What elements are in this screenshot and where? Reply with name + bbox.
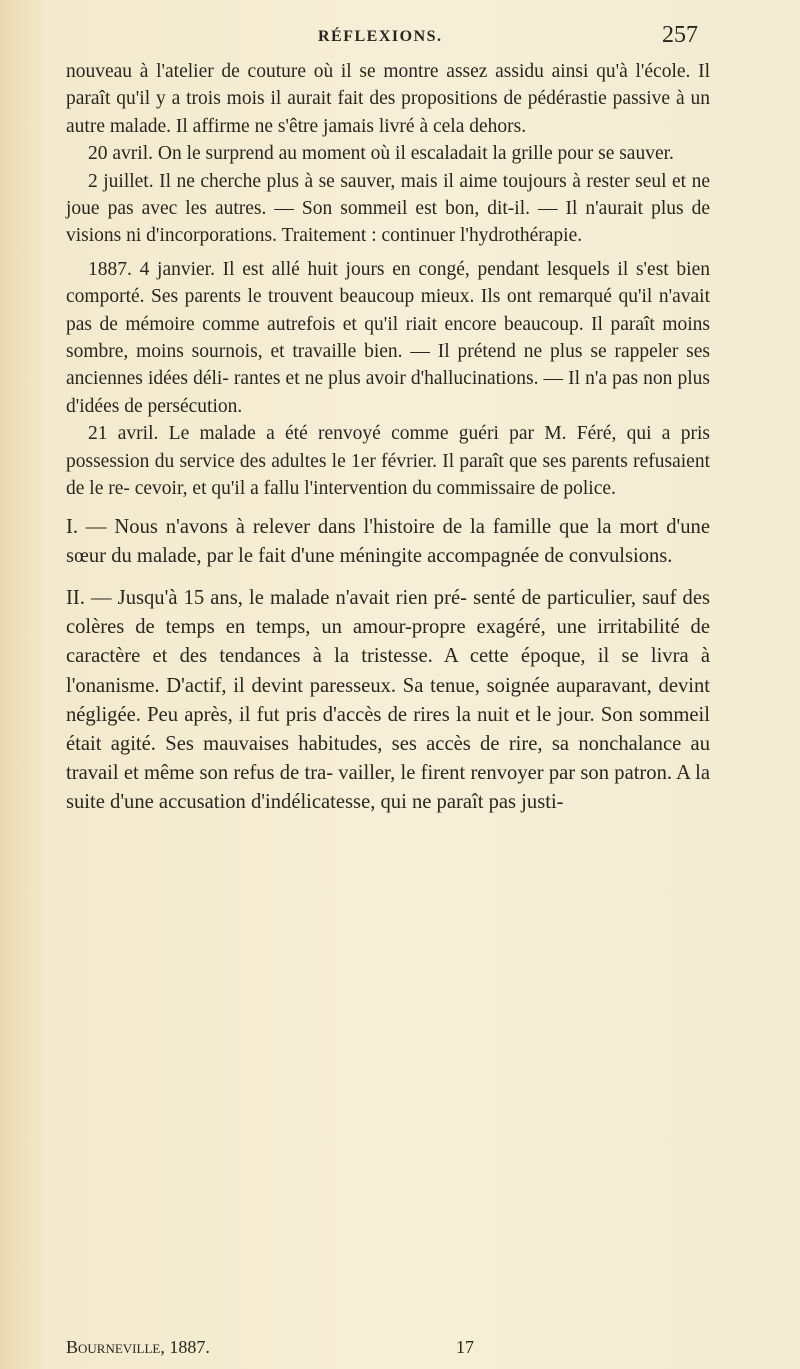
running-title: RÉFLEXIONS. <box>318 28 443 45</box>
paragraph: I. — Nous n'avons à relever dans l'histoire de la famille que la mort d'une sœur du malade, par le fait d'une méningite accompagnée de convulsions. <box>66 515 710 567</box>
paragraph: 21 avril. Le malade a été renvoyé comme guéri par M. Féré, qui a pris possession du service des adultes le 1er février. Il paraît que ses parents refusaient de le re- cevoir, et qu'il a fallu l'intervention du commissaire de police. <box>66 423 710 500</box>
page-header <box>0 22 800 52</box>
page-footer <box>66 1337 710 1361</box>
sheet-number: 17 <box>456 1337 474 1357</box>
paragraph: II. — Jusqu'à 15 ans, le malade n'avait rien pré- senté de particulier, sauf des colères de temps en temps, un amour-propre exagéré, une irritabilité de caractère et des tendances à la tristesse. A cette époque, il se livra à l'onanisme. D'actif, il devint paresseux. Sa tenue, soignée auparavant, devint négligée. Peu après, il fut pris d'accès de rires la nuit et le jour. Son sommeil était agité. Ses mauvaises habitudes, ses accès de rire, sa nonchalance au travail et même son refus de tra- vailler, le firent renvoyer par son patron. A la suite d'une accusation d'indélicatesse, qui ne paraît pas justi- <box>66 586 710 814</box>
reflexions-section <box>66 513 710 818</box>
page-number: 257 <box>662 22 698 48</box>
body-text <box>66 58 710 818</box>
observation-section <box>66 58 710 503</box>
paragraph: nouveau à l'atelier de couture où il se montre assez assidu ainsi qu'à l'école. Il paraît qu'il y a trois mois il aurait fait des propositions de pédérastie passive à un autre malade. Il affirme ne s'être jamais livré à cela dehors. <box>66 61 710 137</box>
paragraph: 2 juillet. Il ne cherche plus à se sauver, mais il aime toujours à rester seul et ne joue pas avec les autres. — Son sommeil est bon, dit-il. — Il n'aurait plus de visions ni d'incorporations. Traitement : continuer l'hydrothérapie. <box>66 170 710 247</box>
paragraph: 1887. 4 janvier. Il est allé huit jours en congé, pendant lesquels il s'est bien comporté. Ses parents le trouvent beaucoup mieux. Ils ont remarqué qu'il n'avait pas de mémoire comme autrefois et qu'il riait encore beaucoup. Il paraît moins sombre, moins sournois, et travaille bien. — Il prétend ne plus se rappeler ses anciennes idées déli- rantes et ne plus avoir d'hallucinations. — Il n'a pas non plus d'idées de persécution. <box>66 258 710 417</box>
paragraph: 20 avril. On le surprend au moment où il escaladait la grille pour se sauver. <box>88 143 674 165</box>
signature-mark: Bourneville, 1887. <box>66 1337 210 1357</box>
